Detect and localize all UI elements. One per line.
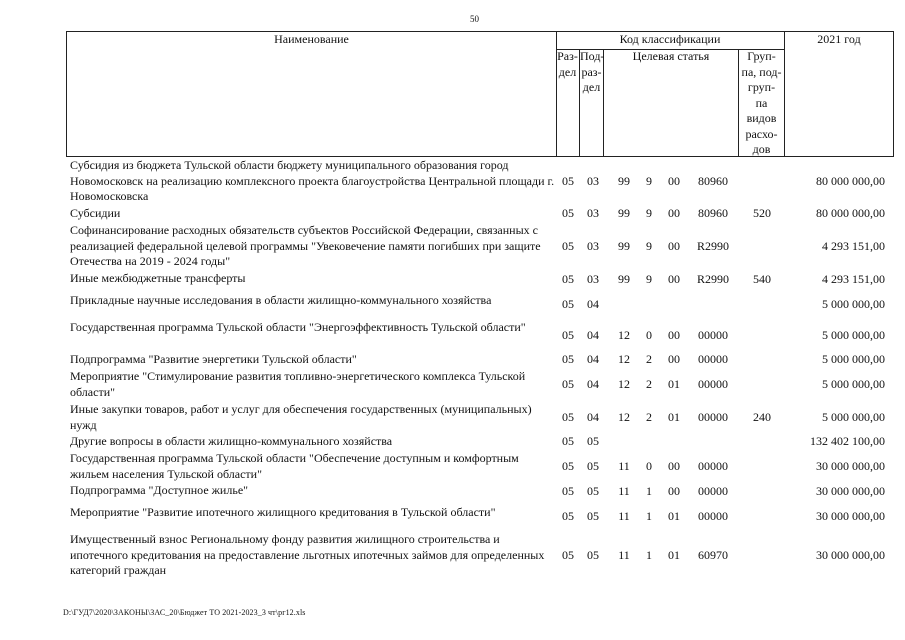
row-name: Мероприятие "Развитие ипотечного жилищного кредитования в Тульской области" xyxy=(70,505,496,519)
row-pr: 03 xyxy=(587,272,599,287)
row-name: Другие вопросы в области жилищно-коммунального хозяйства xyxy=(70,434,393,448)
row-name: Субсидии xyxy=(70,206,121,220)
row-pr: 05 xyxy=(587,459,599,474)
table-row xyxy=(66,293,893,317)
row-name: Подпрограмма "Доступное жилье" xyxy=(70,483,249,497)
row-t1: 12 xyxy=(618,377,630,392)
table-row xyxy=(66,483,893,501)
row-name: Подпрограмма "Развитие энергетики Тульской области" xyxy=(70,352,357,366)
row-name: Прикладные научные исследования в области жилищно-коммунального хозяйства xyxy=(70,293,492,307)
row-name: Иные закупки товаров, работ и услуг для обеспечения государственных (муниципальных) нужд xyxy=(70,402,532,432)
row-t3: 00 xyxy=(668,352,680,367)
row-t1: 11 xyxy=(618,509,630,524)
row-rz: 05 xyxy=(562,272,574,287)
header-expense-group: Груп- па, под- груп- па видов расхо- дов xyxy=(739,49,785,157)
table-row xyxy=(66,223,893,271)
row-t1: 99 xyxy=(618,239,630,254)
row-amount: 30 000 000,00 xyxy=(816,509,885,524)
row-rz: 05 xyxy=(562,509,574,524)
row-t4: 00000 xyxy=(698,459,728,474)
row-amount: 4 293 151,00 xyxy=(822,239,885,254)
table-row xyxy=(66,532,893,580)
row-t2: 9 xyxy=(646,239,652,254)
row-pr: 03 xyxy=(587,206,599,221)
row-t3: 00 xyxy=(668,328,680,343)
row-t1: 11 xyxy=(618,548,630,563)
row-rz: 05 xyxy=(562,484,574,499)
row-t1: 99 xyxy=(618,272,630,287)
header-section: Раз- дел xyxy=(556,49,580,157)
row-t4: 80960 xyxy=(698,174,728,189)
row-t3: 01 xyxy=(668,377,680,392)
row-rz: 05 xyxy=(562,434,574,449)
row-vr: 240 xyxy=(753,410,771,425)
row-t2: 2 xyxy=(646,377,652,392)
row-t3: 00 xyxy=(668,484,680,499)
row-amount: 5 000 000,00 xyxy=(822,328,885,343)
table-row xyxy=(66,206,893,222)
table-row xyxy=(66,271,893,289)
row-rz: 05 xyxy=(562,459,574,474)
table-row xyxy=(66,402,893,434)
row-amount: 5 000 000,00 xyxy=(822,297,885,312)
row-pr: 04 xyxy=(587,328,599,343)
row-name: Иные межбюджетные трансферты xyxy=(70,271,246,285)
table-row xyxy=(66,369,893,401)
row-name: Софинансирование расходных обязательств субъектов Российской Федерации, связанных с реализацией федеральной целевой программы "Увековечение памяти погибших при защите Отечества на 2019 - 2024 годы" xyxy=(70,223,541,268)
row-t3: 00 xyxy=(668,206,680,221)
row-rz: 05 xyxy=(562,548,574,563)
row-t4: 00000 xyxy=(698,377,728,392)
header-classification-code: Код классификации xyxy=(556,31,785,50)
row-t1: 12 xyxy=(618,410,630,425)
row-t2: 9 xyxy=(646,272,652,287)
header-subsection: Под- раз- дел xyxy=(580,49,604,157)
row-rz: 05 xyxy=(562,328,574,343)
row-amount: 30 000 000,00 xyxy=(816,484,885,499)
row-t4: R2990 xyxy=(696,239,729,254)
row-amount: 5 000 000,00 xyxy=(822,410,885,425)
row-t3: 01 xyxy=(668,548,680,563)
row-pr: 05 xyxy=(587,434,599,449)
row-t2: 9 xyxy=(646,206,652,221)
row-pr: 05 xyxy=(587,484,599,499)
header-year: 2021 год xyxy=(785,31,894,157)
row-rz: 05 xyxy=(562,297,574,312)
header-name: Наименование xyxy=(66,31,557,157)
row-amount: 5 000 000,00 xyxy=(822,352,885,367)
row-amount: 30 000 000,00 xyxy=(816,459,885,474)
row-pr: 03 xyxy=(587,239,599,254)
row-t4: 00000 xyxy=(698,352,728,367)
row-t1: 12 xyxy=(618,352,630,367)
row-rz: 05 xyxy=(562,410,574,425)
row-name: Имущественный взнос Региональному фонду развития жилищного строительства и ипотечного кредитования на предоставление льготных ипотечных займов для определенных категорий граждан xyxy=(70,532,545,577)
row-t4: 80960 xyxy=(698,206,728,221)
row-name: Государственная программа Тульской области "Энергоэффективность Тульской области" xyxy=(70,320,526,334)
file-path-footer: D:\ГУД7\2020\ЗАКОНЫ\ЗАС_20\Бюджет ТО 2021-2023_3 чт\рг12.xls xyxy=(63,608,306,617)
row-t2: 0 xyxy=(646,328,652,343)
table-row xyxy=(66,451,893,483)
row-pr: 04 xyxy=(587,410,599,425)
row-amount: 132 402 100,00 xyxy=(810,434,885,449)
row-pr: 04 xyxy=(587,377,599,392)
row-t4: 00000 xyxy=(698,328,728,343)
table-row xyxy=(66,434,893,450)
header-target-article: Целевая статья xyxy=(604,49,739,157)
row-t2: 2 xyxy=(646,410,652,425)
row-name: Мероприятие "Стимулирование развития топливно-энергетического комплекса Тульской области" xyxy=(70,369,526,399)
row-t2: 1 xyxy=(646,509,652,524)
table-row xyxy=(66,158,893,206)
row-t4: 60970 xyxy=(698,548,728,563)
row-t2: 9 xyxy=(646,174,652,189)
row-t2: 1 xyxy=(646,548,652,563)
row-amount: 80 000 000,00 xyxy=(816,174,885,189)
row-t4: 00000 xyxy=(698,484,728,499)
row-pr: 03 xyxy=(587,174,599,189)
row-t1: 99 xyxy=(618,174,630,189)
row-rz: 05 xyxy=(562,377,574,392)
row-t1: 11 xyxy=(618,484,630,499)
row-t2: 1 xyxy=(646,484,652,499)
row-t2: 0 xyxy=(646,459,652,474)
row-t2: 2 xyxy=(646,352,652,367)
row-rz: 05 xyxy=(562,206,574,221)
row-vr: 540 xyxy=(753,272,771,287)
row-pr: 04 xyxy=(587,352,599,367)
table-row xyxy=(66,505,893,529)
row-t1: 99 xyxy=(618,206,630,221)
row-t1: 11 xyxy=(618,459,630,474)
row-t1: 12 xyxy=(618,328,630,343)
row-pr: 05 xyxy=(587,509,599,524)
row-pr: 05 xyxy=(587,548,599,563)
row-rz: 05 xyxy=(562,174,574,189)
row-t4: 00000 xyxy=(698,509,728,524)
row-t3: 01 xyxy=(668,509,680,524)
row-t4: R2990 xyxy=(696,272,729,287)
row-t3: 00 xyxy=(668,174,680,189)
row-t3: 00 xyxy=(668,272,680,287)
page-number: 50 xyxy=(470,14,479,24)
row-name: Государственная программа Тульской области "Обеспечение доступным и комфортным жильем населения Тульской области" xyxy=(70,451,519,481)
row-amount: 4 293 151,00 xyxy=(822,272,885,287)
row-rz: 05 xyxy=(562,239,574,254)
table-row xyxy=(66,352,893,368)
row-name: Субсидия из бюджета Тульской области бюджету муниципального образования город Новомосковск на реализацию комплексного проекта благоустройства Центральной площади г. Новомосковска xyxy=(70,158,555,203)
row-rz: 05 xyxy=(562,352,574,367)
row-vr: 520 xyxy=(753,206,771,221)
row-t4: 00000 xyxy=(698,410,728,425)
row-pr: 04 xyxy=(587,297,599,312)
row-amount: 30 000 000,00 xyxy=(816,548,885,563)
row-t3: 00 xyxy=(668,459,680,474)
row-amount: 80 000 000,00 xyxy=(816,206,885,221)
table-row xyxy=(66,320,893,352)
row-t3: 01 xyxy=(668,410,680,425)
row-amount: 5 000 000,00 xyxy=(822,377,885,392)
row-t3: 00 xyxy=(668,239,680,254)
